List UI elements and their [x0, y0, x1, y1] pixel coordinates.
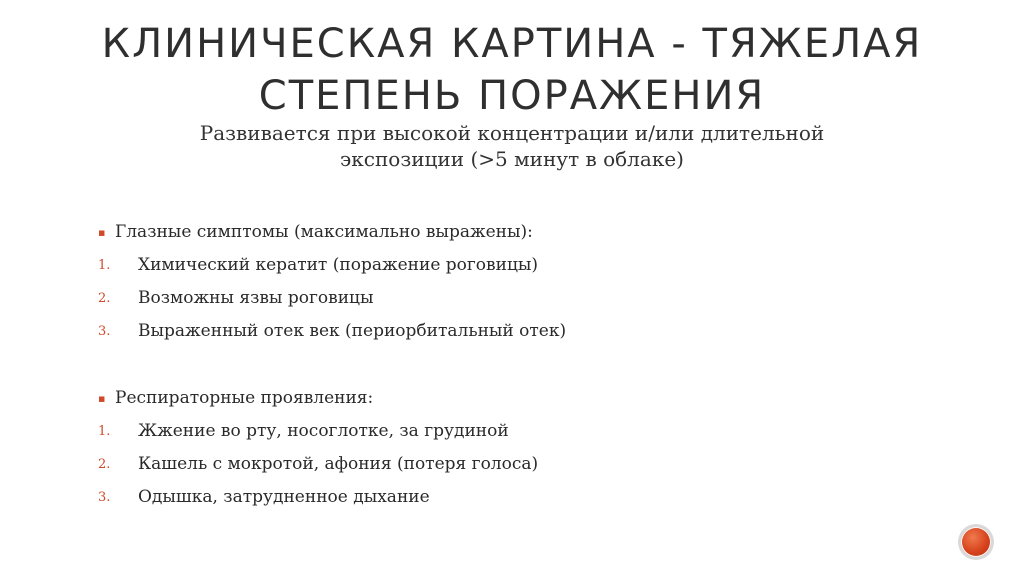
list-item-text: Жжение во рту, носоглотке, за грудиной [138, 421, 509, 441]
list-item-number: 2. [98, 291, 111, 306]
square-bullet-icon: ▪ [98, 226, 106, 239]
list-item-text: Выраженный отек век (периорбитальный отек) [138, 321, 567, 341]
slide-subtitle [0, 120, 1024, 172]
section-respiratory [98, 382, 918, 514]
section-heading-row [98, 216, 918, 249]
list-item [98, 481, 918, 514]
list-item-number: 1. [98, 258, 111, 273]
section-heading: Респираторные проявления: [115, 388, 374, 408]
list-item-text: Химический кератит (поражение роговицы) [138, 255, 539, 275]
list-item [98, 448, 918, 481]
slide-title-line-2: СТЕПЕНЬ ПОРАЖЕНИЯ [258, 73, 766, 119]
slide-subtitle-line-1: Развивается при высокой концентрации и/или длительной [199, 121, 825, 145]
square-bullet-icon: ▪ [98, 392, 106, 405]
list-item [98, 282, 918, 315]
list-item-text: Кашель с мокротой, афония (потеря голоса) [138, 454, 539, 474]
list-item-number: 3. [98, 324, 111, 339]
list-item-text: Возможны язвы роговицы [138, 288, 374, 308]
next-slide-button[interactable] [958, 524, 994, 560]
slide-title-line-1: КЛИНИЧЕСКАЯ КАРТИНА - ТЯЖЕЛАЯ [101, 21, 923, 67]
list-item-number: 1. [98, 424, 111, 439]
section-heading-row [98, 382, 918, 415]
section-heading: Глазные симптомы (максимально выражены): [115, 222, 533, 242]
list-item [98, 249, 918, 282]
slide-subtitle-line-2: экспозиции (>5 минут в облаке) [340, 147, 684, 171]
list-item-number: 3. [98, 490, 111, 505]
list-item-text: Одышка, затрудненное дыхание [138, 487, 430, 507]
list-item [98, 415, 918, 448]
next-slide-circle-icon [961, 527, 991, 557]
slide-title [0, 18, 1024, 122]
list-item-number: 2. [98, 457, 111, 472]
section-eye-symptoms [98, 216, 918, 348]
list-item [98, 315, 918, 348]
slide-content [98, 216, 918, 548]
